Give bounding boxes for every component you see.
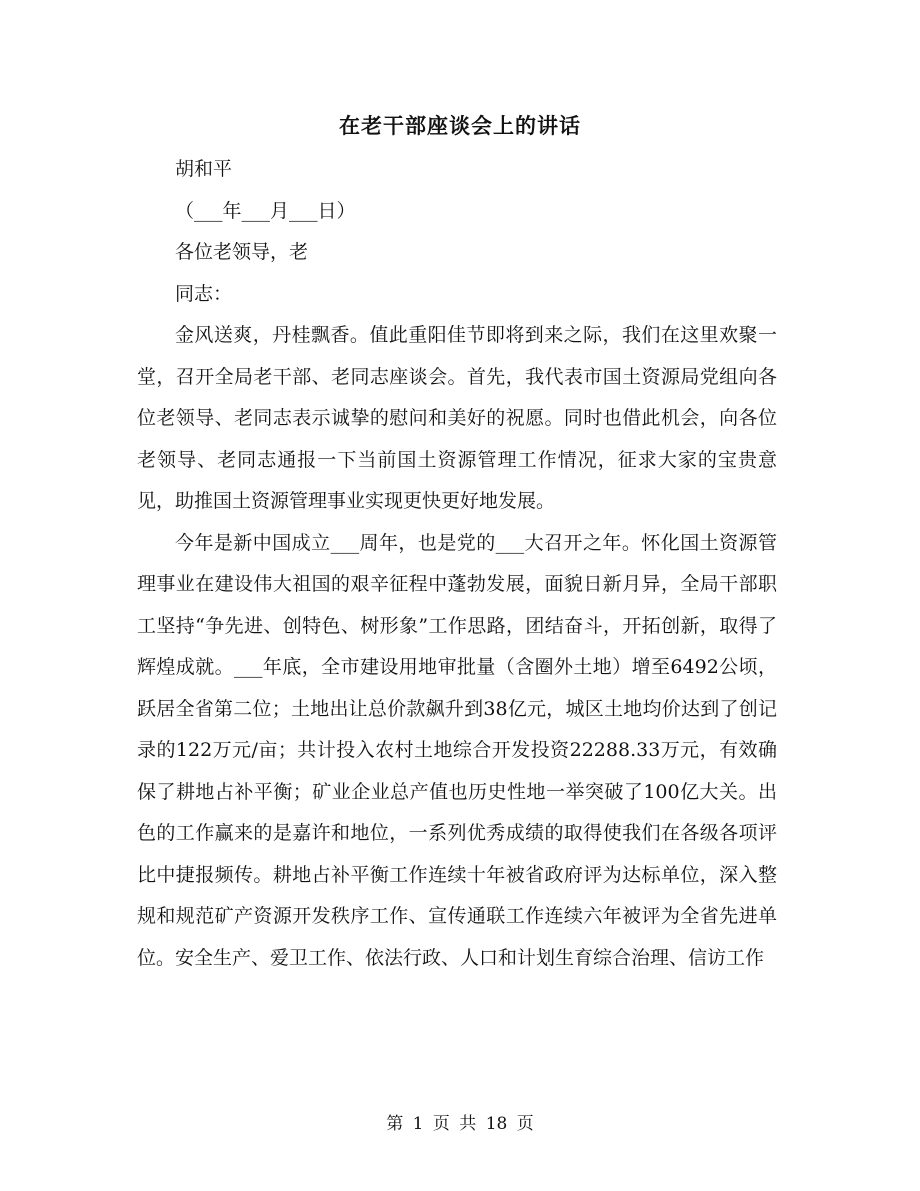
author-line: 胡和平 [175, 158, 233, 180]
document-body [137, 149, 777, 979]
page-footer: 第 1 页 共 18 页 [386, 1114, 534, 1134]
paragraph-achievements: 今年是新中国成立___周年，也是党的___大召开之年。怀化国土资源管理事业在建设伟大祖国的艰辛征程中蓬勃发展，面貌日新月异，全局干部职工坚持“争先进、创特色、树形象”工作思路，团结奋斗，开拓创新，取得了辉煌成就。___年底，全市建设用地审批量（含圈外土地）增至6492公顷，跃居全省第二位；土地出让总价款飙升到38亿元，城区土地均价达到了创记录的122万元/亩；共计投入农村土地综合开发投资22288.33万元，有效确保了耕地占补平衡；矿业企业总产值也历史性地一举突破了100亿大关。出色的工作赢来的是嘉许和地位，一系列优秀成绩的取得使我们在各级各项评比中捷报频传。耕地占补平衡工作连续十年被省政府评为达标单位，深入整规和规范矿产资源开发秩序工作、宣传通联工作连续六年被评为全省先进单位。安全生产、爱卫工作、依法行政、人口和计划生育综合治理、信访工作 [137, 531, 777, 969]
document-title: 在老干部座谈会上的讲话 [339, 113, 581, 138]
paragraph-opening: 金风送爽，丹桂飘香。值此重阳佳节即将到来之际，我们在这里欢聚一堂，召开全局老干部、老同志座谈会。首先，我代表市国土资源局党组向各位老领导、老同志表示诚挚的慰问和美好的祝愿。同时也借此机会，向各位老领导、老同志通报一下当前国土资源管理工作情况，征求大家的宝贵意见，助推国土资源管理事业实现更快更好地发展。 [137, 324, 777, 512]
date-line: （___年___月___日） [175, 199, 356, 222]
salutation-line-continued: 同志： [175, 282, 233, 305]
salutation-line: 各位老领导，老 [175, 241, 309, 263]
